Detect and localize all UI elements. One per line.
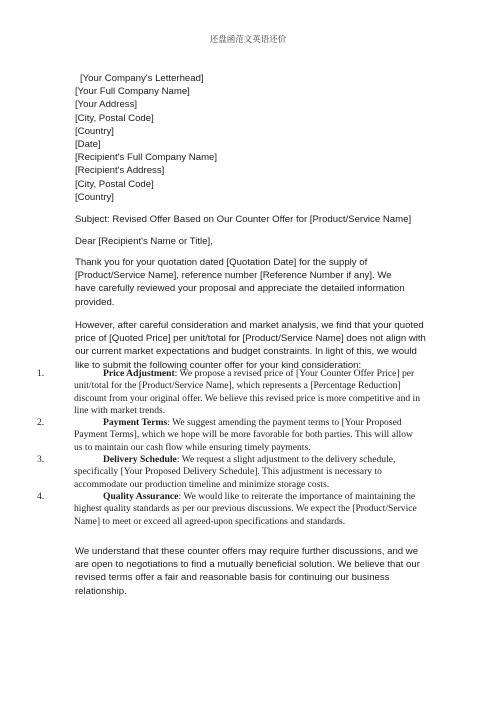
paragraph-counter-offer: However, after careful consideration and market analysis, we find that your quoted price of [Quoted Price] per unit/total for [Product/Service Name] does not align with our current market expectations and budget constraints. In light of this, we would like to submit the following counter offer for your kind consideration: <box>75 320 426 371</box>
date-line: [Date] <box>75 139 101 151</box>
recipient-address-line: [Recipient's Address] <box>75 165 165 177</box>
paragraph-intro: Thank you for your quotation dated [Quotation Date] for the supply of [Product/Service Name], reference number [Reference Number if any]. We have carefully reviewed your proposal and appreciate the detailed information provided. <box>75 257 405 308</box>
list-number: 2. <box>37 417 45 429</box>
sender-address-line: [Your Address] <box>75 99 138 111</box>
letterhead-line: [Your Company's Letterhead] <box>80 73 204 84</box>
list-number: 4. <box>37 490 45 502</box>
list-number: 1. <box>37 368 45 379</box>
recipient-country-line: [Country] <box>75 191 114 203</box>
recipient-company-line: [Recipient's Full Company Name] <box>75 152 218 164</box>
document-title: 还盘函范文英语还价 <box>209 35 287 45</box>
sender-country-line: [Country] <box>75 125 114 137</box>
list-item-label: Delivery Schedule <box>103 454 177 466</box>
sender-company-line: [Your Full Company Name] <box>75 86 190 98</box>
list-item-text: : We would like to reiterate the importance of maintaining the highest quality standards as per our previous discussions. We expect the [Product/Service Name] to meet or exceed all agreed-upon specifications and standards. <box>74 490 417 527</box>
list-item <box>37 417 423 454</box>
letter-header-block <box>75 72 435 204</box>
list-item <box>37 454 423 491</box>
list-item <box>37 368 423 417</box>
list-item-label: Payment Terms <box>103 417 168 429</box>
list-item-label: Price Adjustment <box>103 368 175 379</box>
list-item-label: Quality Assurance <box>103 490 179 502</box>
salutation: Dear [Recipient's Name or Title], <box>75 236 213 247</box>
paragraph-closing: We understand that these counter offers may require further discussions, and we are open to negotiations to find a mutually beneficial solution. We believe that our revised terms offer a fair and reasonable basis for continuing our business relationship. <box>75 546 420 597</box>
list-item-text: : We request a slight adjustment to the delivery schedule, specifically [Your Proposed Delivery Schedule]. This adjustment is necessary to accommodate our production timeline and minimize storage costs. <box>74 454 396 490</box>
subject-line: Subject: Revised Offer Based on Our Counter Offer for [Product/Service Name] <box>75 214 412 225</box>
list-number: 3. <box>37 454 45 466</box>
recipient-city-line: [City, Postal Code] <box>75 178 154 190</box>
list-item <box>37 491 423 528</box>
list-item-text: : We propose a revised price of [Your Counter Offer Price] per unit/total for the [Product/Service Name], which represents a [Percentage Reduction] discount from your original offer. We believe this revised price is more competitive and in line with market trends. <box>74 368 421 416</box>
sender-city-line: [City, Postal Code] <box>75 112 154 124</box>
list-item-text: : We suggest amending the payment terms to [Your Proposed Payment Terms], which we hope will be more favorable for both parties. This will allow us to maintain our cash flow while ensuring timely payments. <box>74 417 413 453</box>
counter-offer-list <box>37 368 423 528</box>
